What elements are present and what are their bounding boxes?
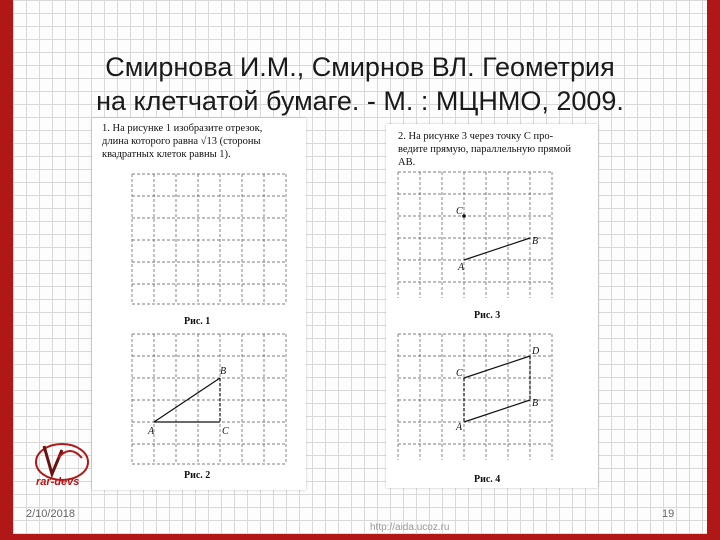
task2-line-3: AB. xyxy=(398,157,416,168)
fig2-label-c: C xyxy=(222,426,229,437)
figure-4-caption: Рис. 4 xyxy=(474,474,501,485)
footer-date: 2/10/2018 xyxy=(26,508,75,520)
bottom-red-border xyxy=(0,534,720,540)
fig4-label-a: A xyxy=(456,422,463,433)
fig3-label-a: A xyxy=(458,262,465,273)
fig3-label-b: B xyxy=(532,236,539,247)
title-line-1: Смирнова И.М., Смирнов ВЛ. Геометрия xyxy=(105,52,615,82)
figure-1-caption: Рис. 1 xyxy=(184,316,211,327)
fig2-label-a: A xyxy=(148,426,155,437)
scan-left xyxy=(92,118,306,490)
figure-3 xyxy=(386,168,598,308)
right-red-border xyxy=(707,0,720,540)
figure-2-caption: Рис. 2 xyxy=(184,470,211,481)
footer-url[interactable]: http://aida.ucoz.ru xyxy=(370,522,450,533)
task1-line-2: длина которого равна √13 (стороны xyxy=(102,136,261,147)
task1-text xyxy=(102,122,306,161)
left-red-border xyxy=(0,0,13,540)
figure-4 xyxy=(386,330,598,470)
task1-line-1: 1. На рисунке 1 изобразите отрезок, xyxy=(102,123,263,134)
fig4-label-b: B xyxy=(532,398,539,409)
figure-3-caption: Рис. 3 xyxy=(474,310,501,321)
task2-line-1: 2. На рисунке 3 через точку C про- xyxy=(398,131,554,142)
fig2-label-b: B xyxy=(220,366,227,377)
fig4-label-c: C xyxy=(456,368,463,379)
slide-title xyxy=(40,50,680,118)
scan-right xyxy=(386,124,598,488)
task1-line-3: квадратных клеток равны 1). xyxy=(102,149,231,160)
footer-page-number: 19 xyxy=(662,508,675,520)
task2-line-2: ведите прямую, параллельную прямой xyxy=(398,144,571,155)
figure-2 xyxy=(92,330,306,480)
task2-text xyxy=(398,130,596,169)
fig4-label-d: D xyxy=(532,346,540,357)
logo xyxy=(30,440,96,496)
logo-text: rar-devs xyxy=(36,476,80,488)
fig3-label-c: C xyxy=(456,206,463,217)
title-line-2: на клетчатой бумаге. - М. : МЦНМО, 2009. xyxy=(96,86,624,116)
